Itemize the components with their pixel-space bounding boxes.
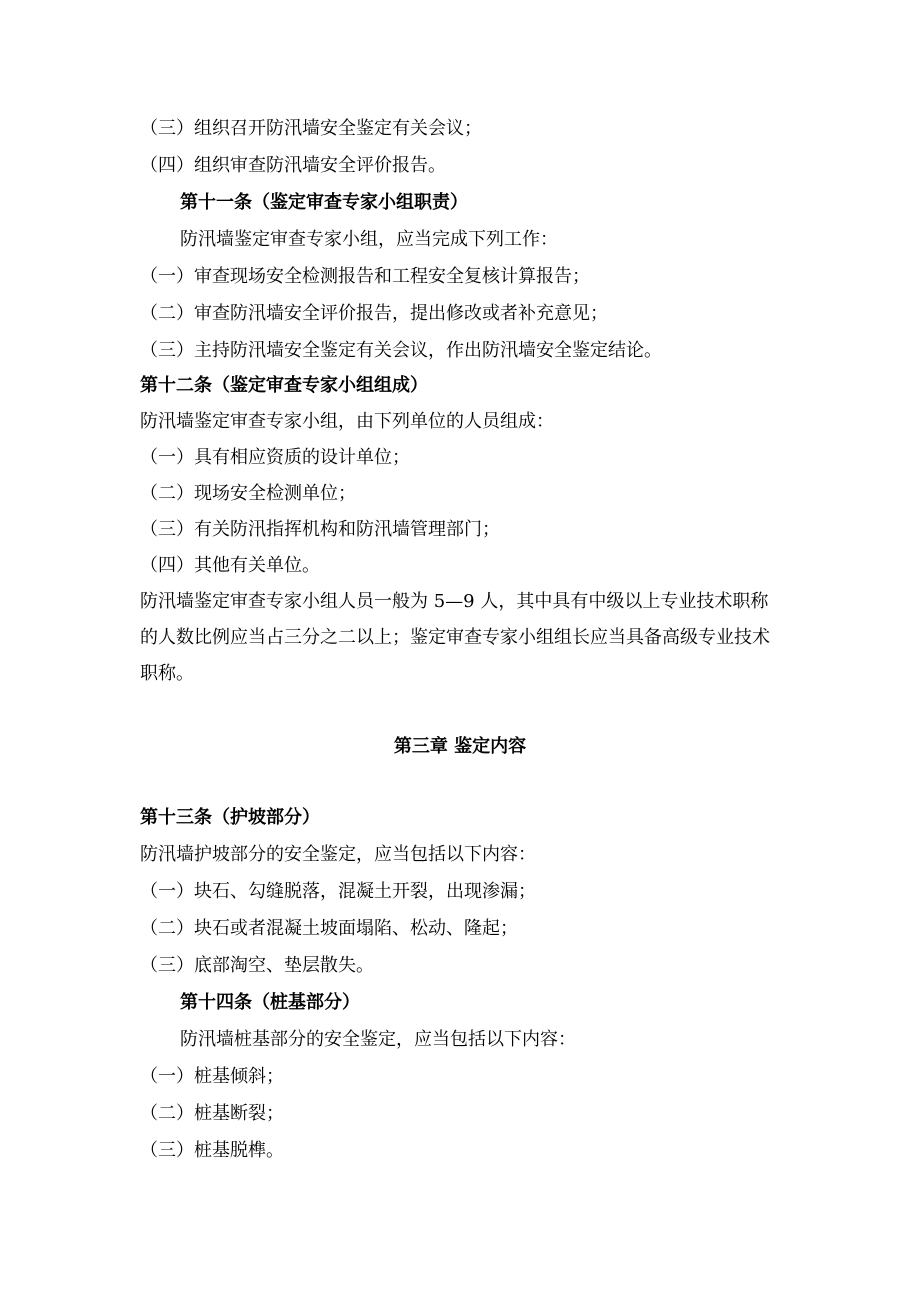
list-item: （一）具有相应资质的设计单位； <box>140 447 410 468</box>
list-item: （三）有关防汛指挥机构和防汛墙管理部门； <box>140 519 500 540</box>
list-item: （一）桩基倾斜； <box>140 1066 284 1087</box>
article-heading: 第十二条（鉴定审查专家小组组成） <box>140 375 428 396</box>
list-item: （四）组织审查防汛墙安全评价报告。 <box>140 155 446 176</box>
paragraph: 防汛墙护坡部分的安全鉴定，应当包括以下内容： <box>140 844 536 865</box>
paragraph-line: 职称。 <box>140 663 194 684</box>
list-item: （一）块石、勾缝脱落，混凝土开裂，出现渗漏； <box>140 881 536 902</box>
article-heading: 第十四条（桩基部分） <box>180 992 360 1013</box>
paragraph: 防汛墙桩基部分的安全鉴定，应当包括以下内容： <box>180 1029 576 1050</box>
chapter-title: 第三章 鉴定内容 <box>393 736 527 757</box>
article-heading: 第十三条（护坡部分） <box>140 807 320 828</box>
paragraph: 防汛墙鉴定审查专家小组，应当完成下列工作： <box>180 229 558 250</box>
list-item: （三）桩基脱榫。 <box>140 1140 284 1161</box>
list-item: （四）其他有关单位。 <box>140 555 320 576</box>
list-item: （二）块石或者混凝土坡面塌陷、松动、隆起； <box>140 918 518 939</box>
list-item: （二）桩基断裂； <box>140 1103 284 1124</box>
list-item: （三）组织召开防汛墙安全鉴定有关会议； <box>140 118 482 139</box>
list-item: （一）审查现场安全检测报告和工程安全复核计算报告； <box>140 266 590 287</box>
paragraph: 防汛墙鉴定审查专家小组，由下列单位的人员组成： <box>140 411 554 432</box>
article-heading: 第十一条（鉴定审查专家小组职责） <box>180 192 468 213</box>
list-item: （三）主持防汛墙安全鉴定有关会议，作出防汛墙安全鉴定结论。 <box>140 340 662 361</box>
list-item: （三）底部淘空、垫层散失。 <box>140 955 374 976</box>
paragraph-line: 防汛墙鉴定审查专家小组人员一般为 5—9 人，其中具有中级以上专业技术职称 <box>140 591 769 612</box>
list-item: （二）现场安全检测单位； <box>140 483 356 504</box>
list-item: （二）审查防汛墙安全评价报告，提出修改或者补充意见； <box>140 303 608 324</box>
paragraph-line: 的人数比例应当占三分之二以上；鉴定审查专家小组组长应当具备高级专业技术 <box>140 627 770 648</box>
